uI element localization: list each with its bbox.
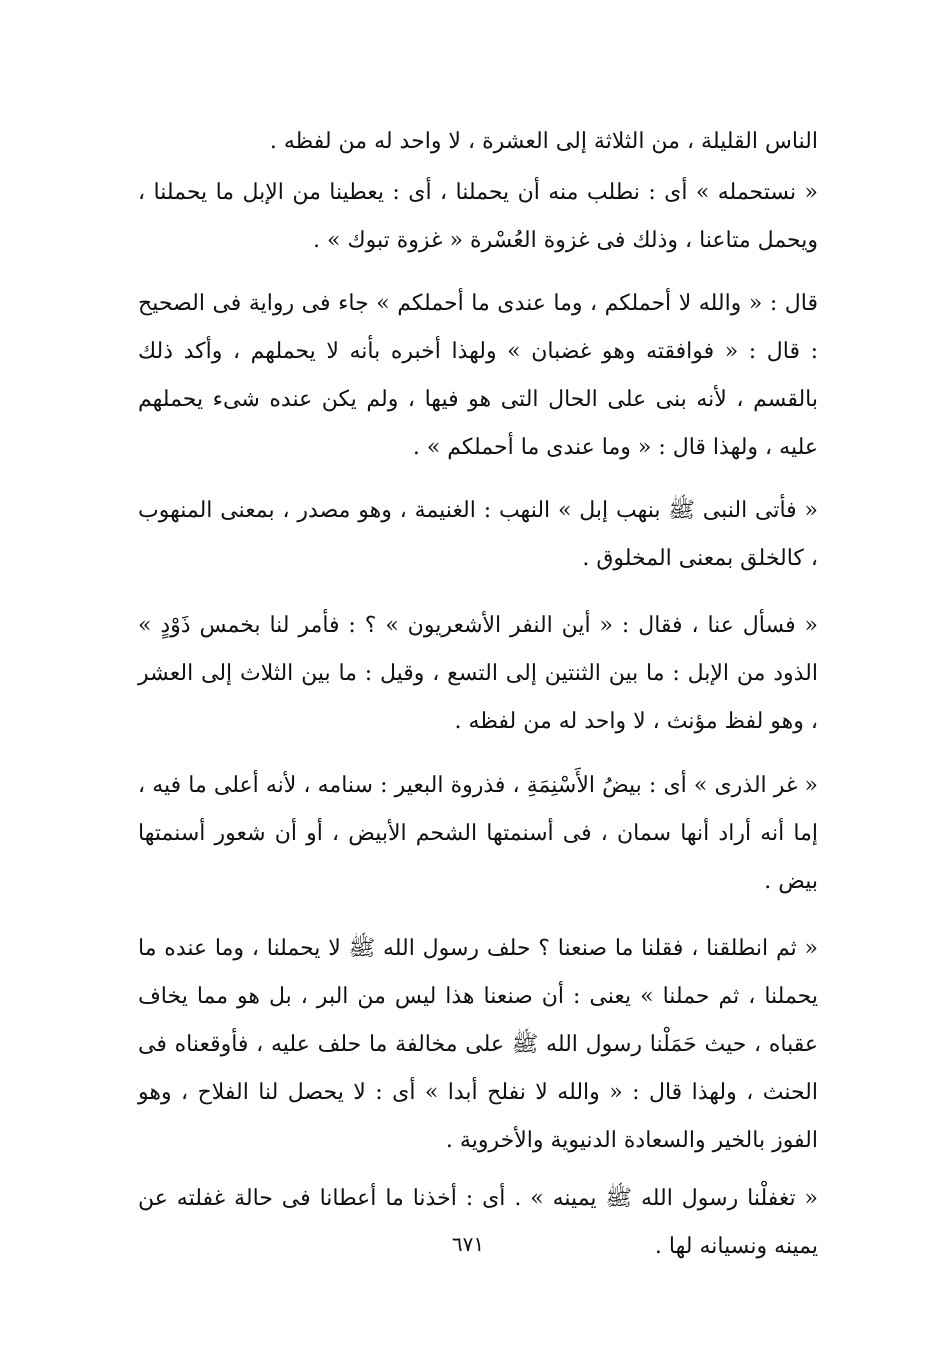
- paragraph-6: « غر الذرى » أى : بيضُ الأَسْنِمَةِ ، فذروة البعير : سنامه ، لأنه أعلى ما فيه ، إما أنه أراد أنها سمان ، فى أسنمتها الشحم الأبيض ، أو أن شعور أسنمتها بيض .: [138, 773, 818, 894]
- book-page-text: [138, 118, 818, 1271]
- paragraph-5: « فسأل عنا ، فقال : « أين النفر الأشعريون » ؟ : فأمر لنا بخمس ذَوْدٍ » الذود من الإبل : ما بين الثنتين إلى التسع ، وقيل : ما بين الثلاث إلى العشر ، وهو لفظ مؤنث ، لا واحد له من لفظه .: [138, 613, 818, 734]
- paragraph-4: « فأتى النبى ﷺ بنهب إبل » النهب : الغنيمة ، وهو مصدر ، بمعنى المنهوب ، كالخلق بمعنى المخلوق .: [138, 498, 818, 571]
- paragraph-3: قال : « والله لا أحملكم ، وما عندى ما أحملكم » جاء فى رواية فى الصحيح : قال : « فوافقته وهو غضبان » ولهذا أخبره بأنه لا يحملهم ، وأكد ذلك بالقسم ، لأنه بنى على الحال التى هو فيها ، ولم يكن عنده شىء يحملهم عليه ، ولهذا قال : « وما عندى ما أحملكم » .: [138, 291, 818, 460]
- paragraph-8: « تغفلْنا رسول الله ﷺ يمينه » . أى : أخذنا ما أعطانا فى حالة غفلته عن يمينه ونسيانه لها .: [138, 1186, 818, 1259]
- paragraph-2: « نستحمله » أى : نطلب منه أن يحملنا ، أى : يعطينا من الإبل ما يحملنا ، ويحمل متاعنا ، وذلك فى غزوة العُسْرة « غزوة تبوك » .: [138, 180, 818, 253]
- paragraph-7: « ثم انطلقنا ، فقلنا ما صنعنا ؟ حلف رسول الله ﷺ لا يحملنا ، وما عنده ما يحملنا ، ثم حملنا » يعنى : أن صنعنا هذا ليس من البر ، بل هو مما يخاف عقباه ، حيث حَمَلْنا رسول الله ﷺ على مخالفة ما حلف عليه ، فأوقعناه فى الحنث ، ولهذا قال : « والله لا نفلح أبدا » أى : لا يحصل لنا الفلاح ، وهو الفوز بالخير والسعادة الدنيوية والأخروية .: [138, 936, 818, 1153]
- page-number: ٦٧١: [451, 1232, 485, 1256]
- paragraph-1: الناس القليلة ، من الثلاثة إلى العشرة ، لا واحد له من لفظه .: [269, 129, 818, 154]
